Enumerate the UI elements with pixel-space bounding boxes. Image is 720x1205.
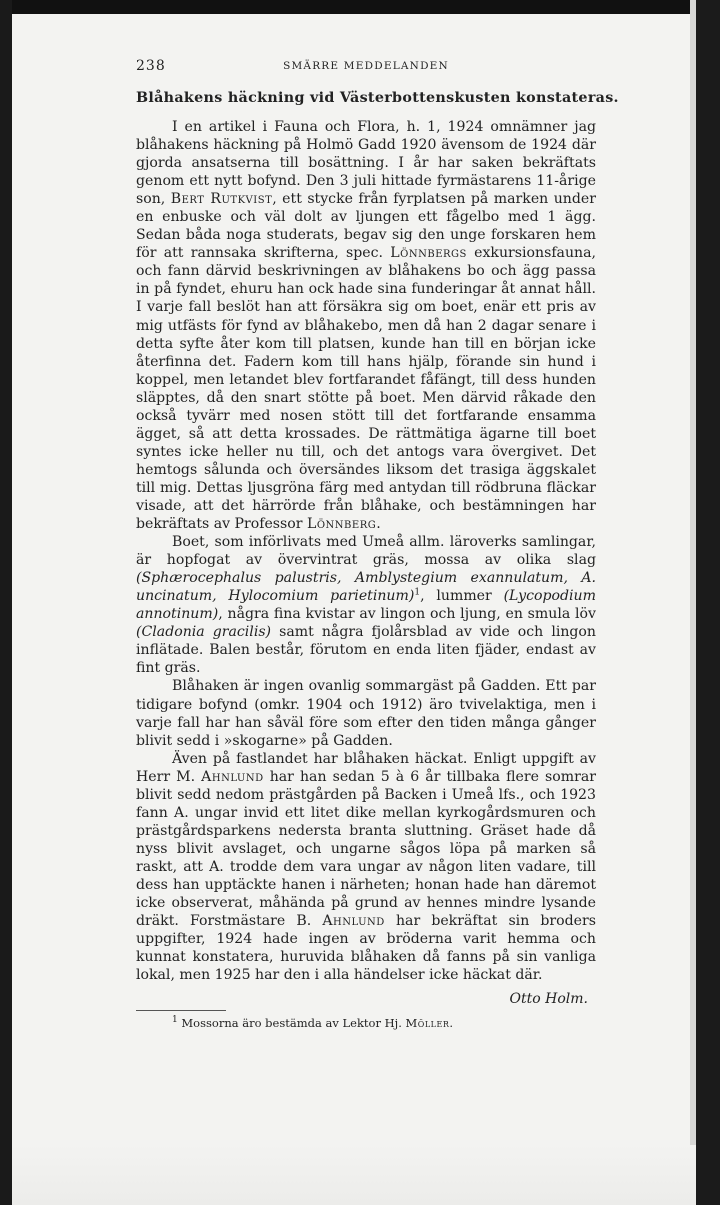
person-name: Ahnlund xyxy=(322,913,385,930)
species-names: (Sphærocephalus palustris, Amblystegium exannulatum, A. uncinatum, Hylocomium parietinum) xyxy=(136,570,596,605)
author-signature: Otto Holm. xyxy=(509,991,588,1008)
scan-bottom-shading xyxy=(12,1145,696,1205)
footnote-divider xyxy=(136,1010,226,1011)
article-body xyxy=(136,118,596,984)
text-run: . xyxy=(376,516,381,533)
article-title: Blåhakens häckning vid Västerbottenskusten konstateras. xyxy=(136,90,619,106)
text-run: , lummer xyxy=(420,588,504,605)
paragraph-2 xyxy=(136,533,596,677)
person-name: Lönnbergs xyxy=(390,245,467,262)
species-name: (Cladonia gracilis) xyxy=(136,624,272,641)
person-name: Ahnlund xyxy=(201,768,264,785)
paragraph-1 xyxy=(136,118,596,533)
page xyxy=(136,58,619,1031)
footnote-text: . xyxy=(449,1016,453,1031)
footnote-reference: 1 xyxy=(414,587,421,598)
person-name: Lönnberg xyxy=(306,516,377,533)
page-number: 238 xyxy=(136,58,166,74)
text-run: Boet, som införlivats med Umeå allm. läroverks samlingar, är hopfogat av övervintrat gräs, mossa av olika slag xyxy=(136,534,596,569)
person-name: Bert Rutkvist xyxy=(170,191,273,208)
running-head xyxy=(136,58,596,78)
scan-edge-right xyxy=(696,0,720,1205)
scan-edge-left xyxy=(0,0,12,1205)
paragraph-3: Blåhaken är ingen ovanlig sommargäst på Gadden. Ett par tidigare bofynd (omkr. 1904 och 1912) äro tvivelaktiga, men i varje fall har han såväl före som efter den tiden många gånger blivit sedd i »skogarne» på Gadden. xyxy=(136,678,596,749)
text-run: exkursionsfauna, och fann därvid beskrivningen av blåhakens bo och ägg passa in på fyndet, ehuru han ock hade sina funderingar åt annat håll. I varje fall beslöt han att försäkra sig om boet, enär ett pris av mig utfästs för fynd av blåhakebo, men då han 2 dagar senare i detta syfte åter kom till platsen, kunde han till en början icke återfinna det. Fadern kom till hans hjälp, förande sin hund i koppel, men letandet blev fortfarandet fåfängt, till dess hunden släpptes, då den snart stötte på boet. Men därvid råkade den också tyvärr med nosen stött till det fortfarande ensamma ägget, så att detta krossades. De rättmätiga ägarne till boet syntes icke heller nu till, och det antogs vara övergivet. Det hemtogs sålunda och översändes liksom det trasiga äggskalet till mig. Dettas ljusgröna färg med antydan till rödbruna fläckar visade, att det härrörde från blåhake, och bestämningen har bekräftats av Professor xyxy=(136,245,596,533)
text-run: Även på fastlandet har blåhaken häckat. Enligt uppgift av Herr M. xyxy=(136,750,596,785)
footnote-mark: 1 xyxy=(172,1015,178,1026)
text-run: I en artikel i Fauna och Flora, h. 1, 1924 omnämner jag blåhakens häckning på Holmö Gadd 1920 ävensom de 1924 där gjorda ansatserna till bosättning. I år har saken bekräftats genom ett nytt bofynd. Den 3 juli hittade fyrmästarens 11-årige son, xyxy=(136,119,596,208)
running-title: SMÄRRE MEDDELANDEN xyxy=(283,60,449,72)
paragraph-4 xyxy=(136,750,596,985)
text-run: har han sedan 5 à 6 år tillbaka flere somrar blivit sedd nedom prästgården på Backen i Umeå lfs., och 1923 fann A. ungar invid ett litet dike mellan kyrkogårdsmuren och prästgårdsparkens nedersta branta sluttning. Gräset hade då nyss blivit avslaget, och ungarne sågos löpa på marken så raskt, att A. trodde dem vara ungar av någon liten vadare, till dess han upptäckte hanen i närheten; honan hade han däremot icke observerat, måhända på grund av hennes mindre lysande dräkt. Forstmästare B. xyxy=(136,768,596,930)
text-run: har bekräftat sin broders uppgifter, 1924 hade ingen av bröderna varit hemma och kunnat konstatera, huruvida blåhaken då fanns på sin vanliga lokal, men 1925 har den i alla händelser icke häckat där. xyxy=(136,913,596,984)
footnote xyxy=(136,1016,596,1031)
text-run: , ett stycke från fyrplatsen på marken under en enbuske och väl dolt av ljungen ett fågelbo med 1 ägg. Sedan båda noga studerats, begav sig den unge forskaren hem för att rannsaka skrifterna, spec. xyxy=(136,191,596,262)
person-name: Möller xyxy=(405,1016,450,1031)
scan-edge-top xyxy=(0,0,720,14)
text-run: samt några fjolårsblad av vide och lingon inflätade. Balen består, förutom en enda liten fjäder, endast av fint gräs. xyxy=(136,624,596,677)
footnote-text: Mossorna äro bestämda av Lektor Hj. xyxy=(177,1016,406,1031)
text-run: , några fina kvistar av lingon och ljung, en smula löv xyxy=(218,606,596,623)
species-name: (Lycopodium annotinum) xyxy=(136,588,596,623)
